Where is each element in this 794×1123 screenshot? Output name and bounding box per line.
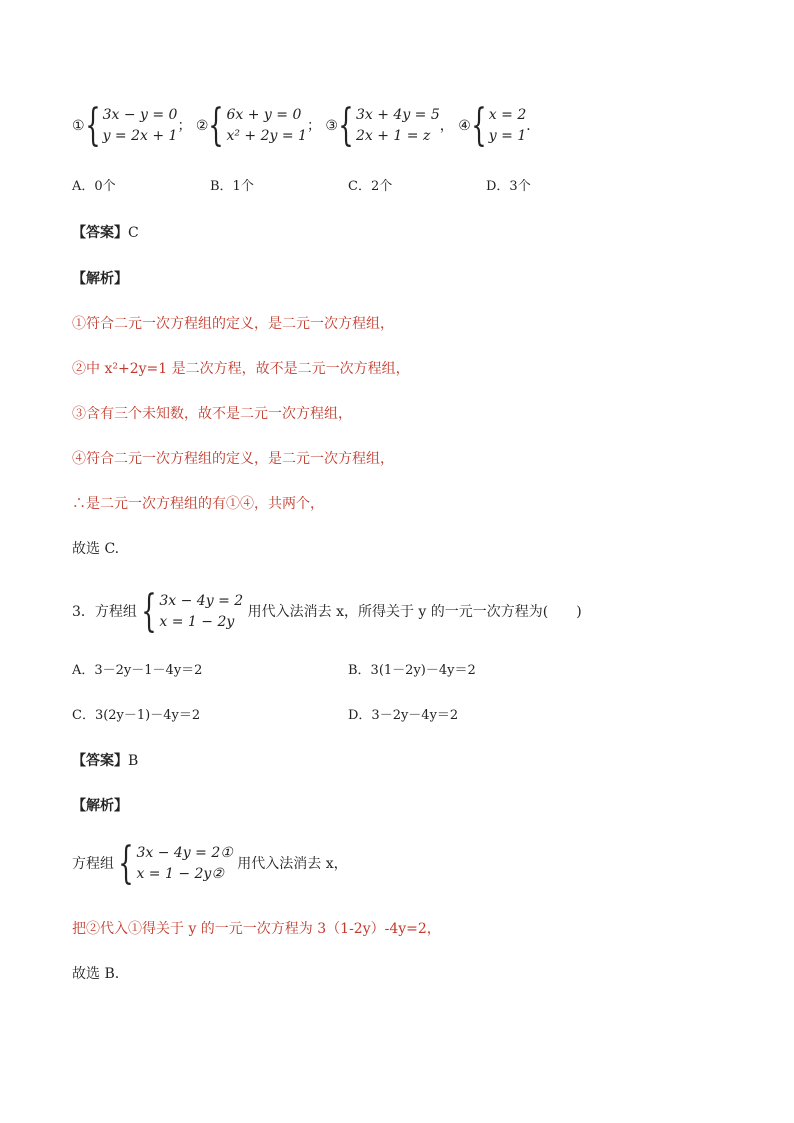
q3-option-c: C．3(2y－1)－4y＝2 [72,708,201,723]
q3-conclusion: 故选 B. [72,966,120,982]
q3-analysis-eq2: x = 1 − 2y② [136,866,224,882]
q2-answer-value: C [128,225,139,241]
q2-s3-eq1: 3x + 4y = 5 [355,107,440,123]
q3-eq1: 3x − 4y = 2 [159,593,244,609]
q3-analysis-line: 把②代入①得关于 y 的一元一次方程为 3（1-2y）-4y=2， [72,921,441,937]
q3-analysis-suffix: 用代入法消去 x， [237,856,348,872]
q2-system-1: ① { 3x − y = 0 y = 2x + 1 ； [72,100,192,151]
q3-answer [72,752,138,770]
q2-option-d: D．3个 [486,179,531,194]
q3-option-a: A．3－2y－1－4y＝2 [72,663,203,678]
q2-s3-eq2: 2x + 1 = z [355,128,431,144]
q2-answer-label: 【答案】 [72,225,128,241]
q2-analysis-line-2: ②中 x²+2y=1 是二次方程，故不是二元一次方程组， [72,361,410,377]
q3-analysis-eq1: 3x − 4y = 2① [136,845,233,861]
q3-prefix: 3．方程组 [72,604,137,620]
q2-s1-eq2: y = 2x + 1 [102,128,178,144]
q3-eq2: x = 1 − 2y [159,614,235,630]
q3-answer-label: 【答案】 [72,753,128,769]
q2-analysis-line-1: ①符合二元一次方程组的定义，是二元一次方程组， [72,316,394,332]
q2-s2-eq2: x² + 2y = 1 [226,128,307,144]
q2-analysis-line-5: ∴是二元一次方程组的有①④，共两个， [72,496,324,512]
sep-3: ， [439,118,454,134]
q2-system-4: ④ { x = 2 y = 1 ． [458,100,541,151]
q3-analysis-system-line [72,838,348,889]
q2-s1-eq1: 3x − y = 0 [102,107,178,123]
q2-option-c: C．2个 [348,179,393,194]
q3-option-d: D．3－2y－4y＝2 [348,708,459,723]
q3-option-b: B．3(1－2y)－4y＝2 [348,663,476,678]
q3-question [72,586,582,637]
marker-3: ③ [325,118,338,134]
marker-4: ④ [458,118,471,134]
q3-analysis-system: { 3x − 4y = 2① x = 1 − 2y② [118,838,233,889]
marker-1: ① [72,118,85,134]
q3-suffix: 用代入法消去 x，所得关于 y 的一元一次方程为( ) [247,604,582,620]
sep-1: ； [177,118,192,134]
q2-systems-line [72,100,541,151]
q2-analysis-line-3: ③含有三个未知数，故不是二元一次方程组， [72,406,352,422]
q3-analysis-prefix: 方程组 [72,856,114,872]
q2-option-b: B．1个 [210,179,254,194]
sep-2: ； [306,118,321,134]
q2-s2-eq1: 6x + y = 0 [226,107,302,123]
q2-analysis-label: 【解析】 [72,271,128,287]
q3-analysis-label: 【解析】 [72,798,128,814]
q2-answer [72,224,139,242]
q2-s4-eq1: x = 2 [488,107,527,123]
marker-2: ② [195,118,209,134]
q2-analysis-line-4: ④符合二元一次方程组的定义，是二元一次方程组， [72,451,394,467]
sep-4: ． [526,118,541,134]
q2-s4-eq2: y = 1 [488,128,527,144]
q2-system-2: ② { 6x + y = 0 x² + 2y = 1 ； [195,100,321,151]
q3-system: { 3x − 4y = 2 x = 1 − 2y [141,586,244,637]
q2-system-3: ③ { 3x + 4y = 5 2x + 1 = z ， [325,100,454,151]
q2-option-a: A．0个 [72,179,116,194]
q2-conclusion: 故选 C. [72,541,120,557]
q3-answer-value: B [128,753,139,769]
